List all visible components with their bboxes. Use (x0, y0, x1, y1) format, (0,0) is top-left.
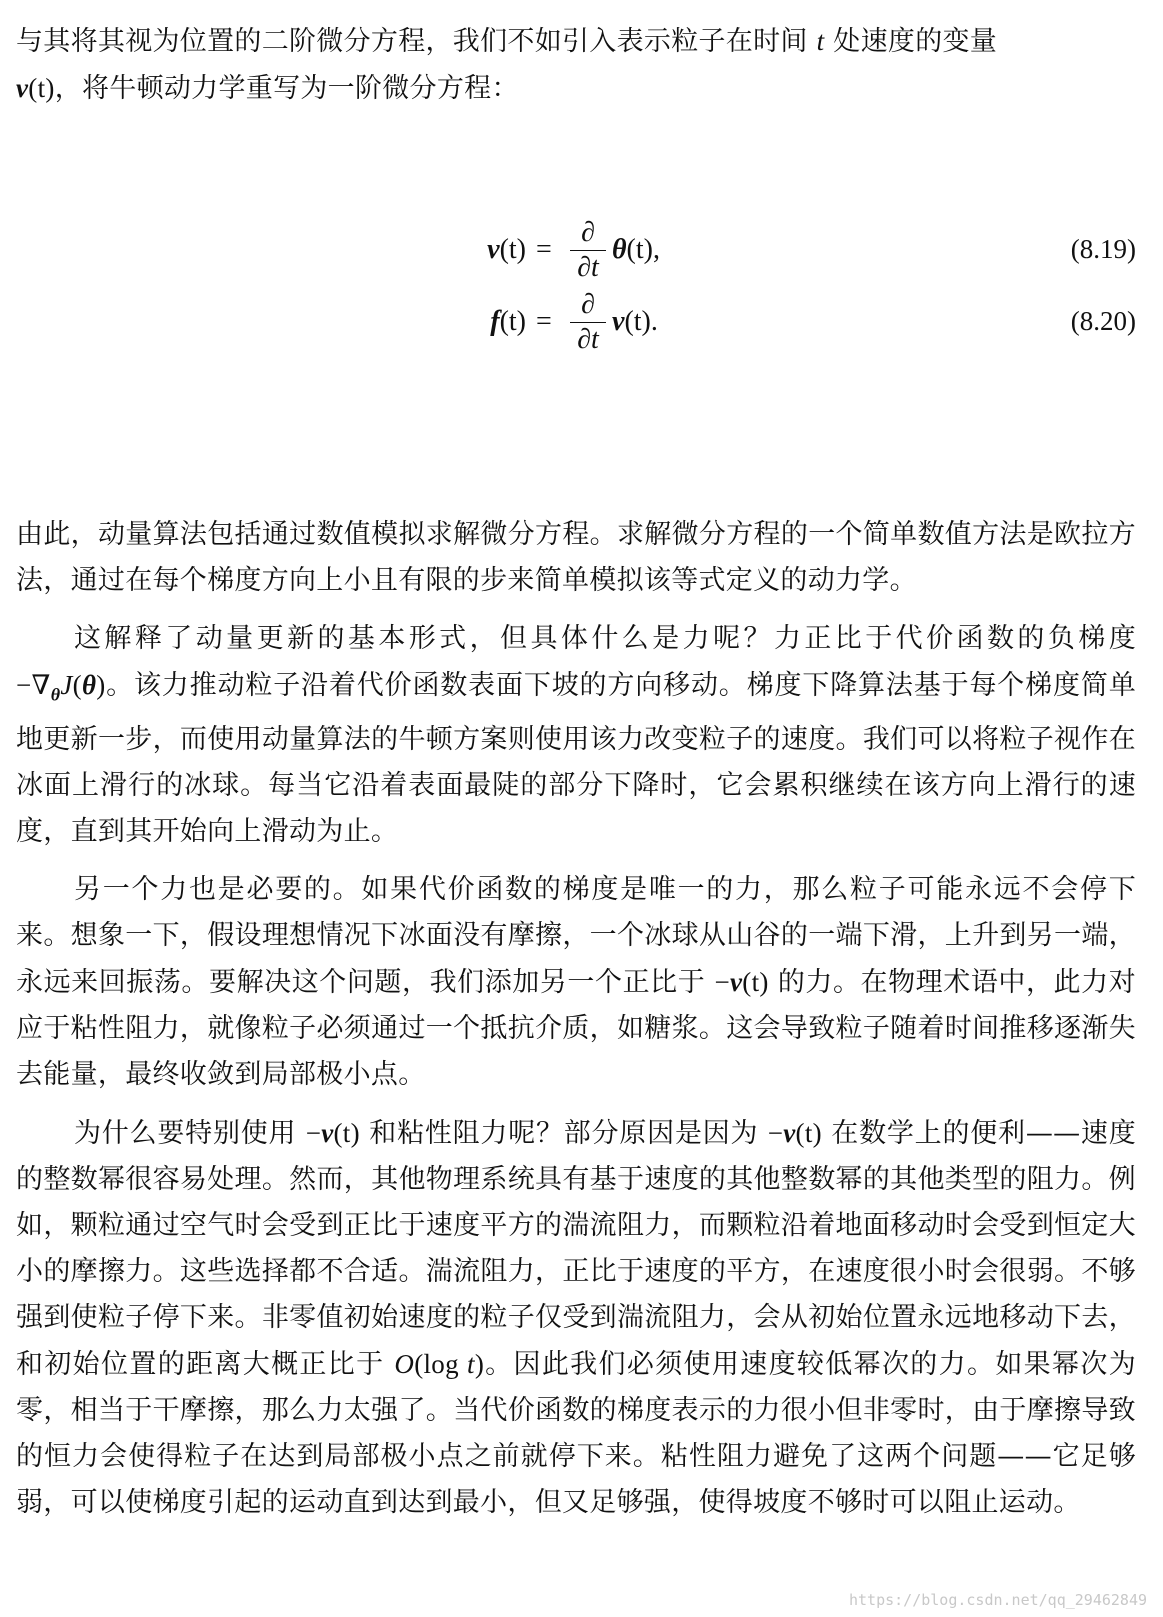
equation-number: (8.20) (1070, 306, 1136, 336)
math-t: t (467, 1349, 475, 1380)
eq-rhs (612, 234, 660, 266)
eq-lhs-arg: (t) (499, 234, 526, 265)
math-v: v (321, 1118, 334, 1149)
p3-text-b: 的力。在物理术语中，此力对应于粘性阻力，就像粒子必须通过一个抵抗介质，如糖浆。这会导致粒子随着时间推移逐渐失去能量，最终收敛到局部极小点。 (16, 967, 1136, 1091)
watermark-url: https://blog.csdn.net/qq_29462849 (848, 1591, 1147, 1609)
math-neg-grad: −∇ (16, 670, 51, 700)
eq-rhs-var: v (612, 306, 625, 337)
paragraph-3 (16, 867, 1136, 1098)
math-minus: − (767, 1118, 784, 1149)
eq-rhs-tail: (t), (626, 234, 660, 265)
math-log: (log (414, 1349, 467, 1380)
paragraph-4 (16, 1110, 1136, 1526)
p4-text-a: 为什么要特别使用 (74, 1118, 306, 1150)
math-t: t (816, 26, 825, 56)
math-v-arg: (t) (333, 1118, 360, 1149)
math-v: v (729, 967, 743, 998)
math-j: J (60, 670, 73, 700)
p3-text-a: 另一个力也是必要的。如果代价函数的梯度是唯一的力，那么粒子可能永远不会停下来。想象一下，假设理想情况下冰面没有摩擦，一个冰球从山谷的一端下滑，上升到另一端，永远来回振荡。要解决这个问题，我们添加另一个正比于 (16, 874, 1136, 999)
equation-number: (8.19) (1070, 234, 1136, 264)
equation-8-20 (16, 288, 1136, 368)
eq-lhs-arg: (t) (499, 306, 526, 337)
p2-text-a: 这解释了动量更新的基本形式，但具体什么是力呢？力正比于代价函数的负梯度 (74, 623, 1136, 654)
document-page (16, 18, 1136, 1526)
math-v-arg: (t) (795, 1118, 822, 1149)
paragraph-2 (16, 616, 1136, 855)
eq-lhs-var: v (487, 234, 500, 265)
eq-rhs-tail: (t). (624, 306, 658, 337)
math-minus: − (305, 1118, 322, 1149)
p4-text-b: 和粘性阻力呢？部分原因是因为 (359, 1118, 768, 1150)
math-v-arg: (t) (28, 73, 55, 103)
frac-num: ∂ (581, 217, 595, 248)
paragraph-1: 由此，动量算法包括通过数值模拟求解微分方程。求解微分方程的一个简单数值方法是欧拉方法，通过在每个梯度方向上小且有限的步来简单模拟该等式定义的动力学。 (16, 519, 1136, 596)
p4-text-d: 。因此我们必须使用速度较低幂次的力。如果幂次为零，相当于干摩擦，那么力太强了。当代价函数的梯度表示的力很小但非零时，由于摩擦导致的恒力会使得粒子在达到局部极小点之前就停下来。粘性阻力避免了这两个问题——它足够弱，可以使梯度引起的运动直到达到最小，但又足够强，使得坡度不够时可以阻止运动。 (16, 1349, 1136, 1519)
math-minus: − (714, 967, 730, 998)
intro-paragraph (16, 18, 1136, 112)
math-v-arg: (t) (742, 967, 769, 998)
math-big-o: O (394, 1349, 415, 1380)
equation-block (16, 216, 1136, 456)
math-paren-close: ) (474, 1349, 485, 1380)
eq-lhs-var: f (490, 306, 500, 337)
math-grad-sub: θ (50, 684, 61, 705)
eq-equals: = (536, 234, 552, 265)
math-paren-open: ( (72, 670, 82, 700)
equation-8-19 (16, 216, 1136, 296)
eq-rhs (612, 306, 658, 338)
eq-fraction (568, 216, 608, 285)
eq-equals: = (536, 306, 552, 337)
math-theta: θ (81, 670, 97, 700)
p4-text-c: 在数学上的便利——速度的整数幂很容易处理。然而，其他物理系统具有基于速度的其他整数幂的其他类型的阻力。例如，颗粒通过空气时会受到正比于速度平方的湍流阻力，而颗粒沿着地面移动时会受到恒定大小的摩擦力。这些选择都不合适。湍流阻力，正比于速度的平方，在速度很小时会很弱。不够强到使粒子停下来。非零值初始速度的粒子仅受到湍流阻力，会从初始位置永远地移动下去，和初始位置的距离大概正比于 (16, 1118, 1136, 1381)
math-v: v (16, 73, 29, 103)
intro-text-c: ，将牛顿动力学重写为一阶微分方程： (54, 73, 519, 104)
math-paren-close: ) (96, 670, 106, 700)
intro-text-a: 与其将其视为位置的二阶微分方程，我们不如引入表示粒子在时间 (16, 26, 817, 57)
eq-fraction (568, 288, 608, 357)
frac-den: ∂t (577, 324, 599, 355)
eq-rhs-var: θ (612, 234, 627, 265)
frac-den: ∂t (577, 252, 599, 283)
intro-text-b: 处速度的变量 (824, 26, 998, 57)
eq-lhs (487, 234, 526, 266)
frac-num: ∂ (581, 289, 595, 320)
math-v: v (783, 1118, 796, 1149)
eq-lhs (490, 306, 526, 338)
p2-text-b: 。该力推动粒子沿着代价函数表面下坡的方向移动。梯度下降算法基于每个梯度简单地更新一步，而使用动量算法的牛顿方案则使用该力改变粒子的速度。我们可以将粒子视作在冰面上滑行的冰球。每当它沿着表面最陡的部分下降时，它会累积继续在该方向上滑行的速度，直到其开始向上滑动为止。 (16, 670, 1136, 848)
